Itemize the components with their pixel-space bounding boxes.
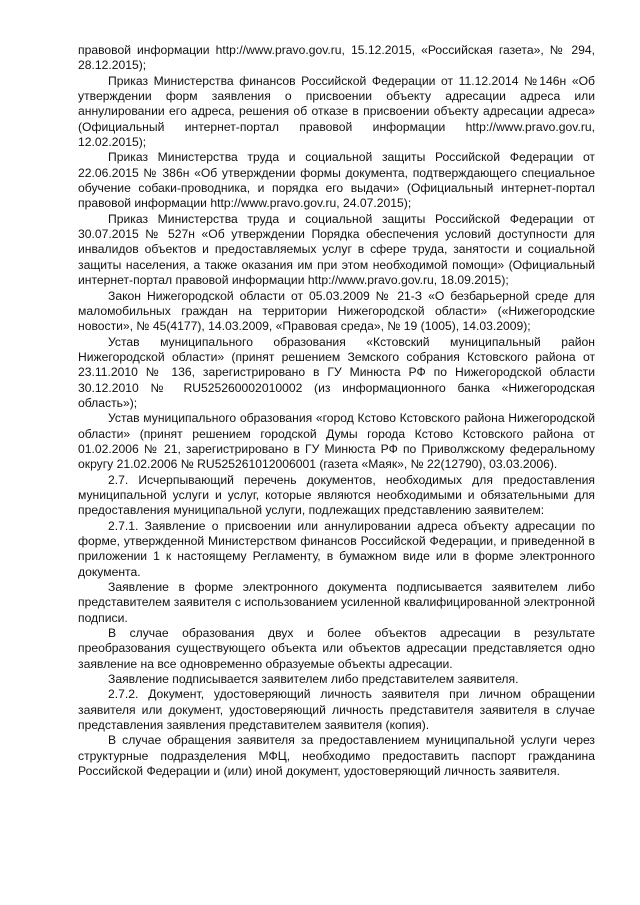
paragraph-3: Приказ Министерства труда и социальной защиты Российской Федерации от 22.06.2015 № 386н «Об утверждении формы документа, подтверждающего специальное обучение собаки-проводника, и порядка его выдачи» (Официальный интернет-портал правовой информации http://www.pravo.gov.ru, 24.07.2015); xyxy=(78,150,595,211)
paragraph-5: Закон Нижегородской области от 05.03.2009 № 21-З «О безбарьерной среде для маломобильных граждан на территории Нижегородской области» («Нижегородские новости», № 45(4177), 14.03.2009, «Правовая среда», № 19 (1005), 14.03.2009); xyxy=(78,288,595,334)
paragraph-1: правовой информации http://www.pravo.gov.ru, 15.12.2015, «Российская газета», № 294, 28.12.2015); xyxy=(78,43,595,73)
document-page xyxy=(78,43,595,780)
paragraph-14: В случае обращения заявителя за предоставлением муниципальной услуги через структурные подразделения МФЦ, необходимо предоставить паспорт гражданина Российской Федерации и (или) иной документ, удостоверяющий личность заявителя. xyxy=(78,733,595,779)
paragraph-8: 2.7. Исчерпывающий перечень документов, необходимых для предоставления муниципальной услуги и услуг, которые являются необходимыми и обязательными для предоставления муниципальной услуги, подлежащих представлению заявителем: xyxy=(78,472,595,518)
paragraph-12: Заявление подписывается заявителем либо представителем заявителя. xyxy=(108,672,519,687)
paragraph-13: 2.7.2. Документ, удостоверяющий личность заявителя при личном обращении заявителя или документ, удостоверяющий личность представителя заявителя в случае представления заявления представителем заявителя (копия). xyxy=(78,687,595,733)
paragraph-10: Заявление в форме электронного документа подписывается заявителем либо представителем заявителя с использованием усиленной квалифицированной электронной подписи. xyxy=(78,580,595,625)
paragraph-4: Приказ Министерства труда и социальной защиты Российской Федерации от 30.07.2015 № 527н «Об утверждении Порядка обеспечения условий доступности для инвалидов объектов и предоставляемых услуг в сфере труда, занятости и социальной защиты населения, а также оказания им при этом необходимой помощи» (Официальный интернет-портал правовой информации http://www.pravo.gov.ru, 18.09.2015); xyxy=(78,211,595,288)
paragraph-11: В случае образования двух и более объектов адресации в результате преобразования существующего объекта или объектов адресации представляется одно заявление на все одновременно образуемые объекты адресации. xyxy=(78,626,595,671)
paragraph-7: Устав муниципального образования «город Кстово Кстовского района Нижегородской области» (принят решением городской Думы города Кстово Кстовского района от 01.02.2006 № 21, зарегистрировано в ГУ Минюста РФ по Приволжскому федеральному округу 21.02.2006 № RU525261012006001 (газета «Маяк», № 22(12790), 03.03.2006). xyxy=(78,411,595,472)
paragraph-9: 2.7.1. Заявление о присвоении или аннулировании адреса объекту адресации по форме, утвержденной Министерством финансов Российской Федерации, и приведенной в приложении 1 к настоящему Регламенту, в бумажном виде или в форме электронного документа. xyxy=(78,518,595,579)
paragraph-6: Устав муниципального образования «Кстовский муниципальный район Нижегородской области» (принят решением Земского собрания Кстовского района от 23.11.2010 № 136, зарегистрировано в ГУ Минюста РФ по Нижегородской области 30.12.2010 № RU525260002010002 (из информационного банка «Нижегородская область»); xyxy=(78,334,595,410)
paragraph-2: Приказ Министерства финансов Российской Федерации от 11.12.2014 №146н «Об утверждении форм заявления о присвоении объекту адресации адреса или аннулировании его адреса, решения об отказе в присвоении объекту адресации адреса» (Официальный интернет-портал правовой информации http://www.pravo.gov.ru, 12.02.2015); xyxy=(78,73,595,150)
